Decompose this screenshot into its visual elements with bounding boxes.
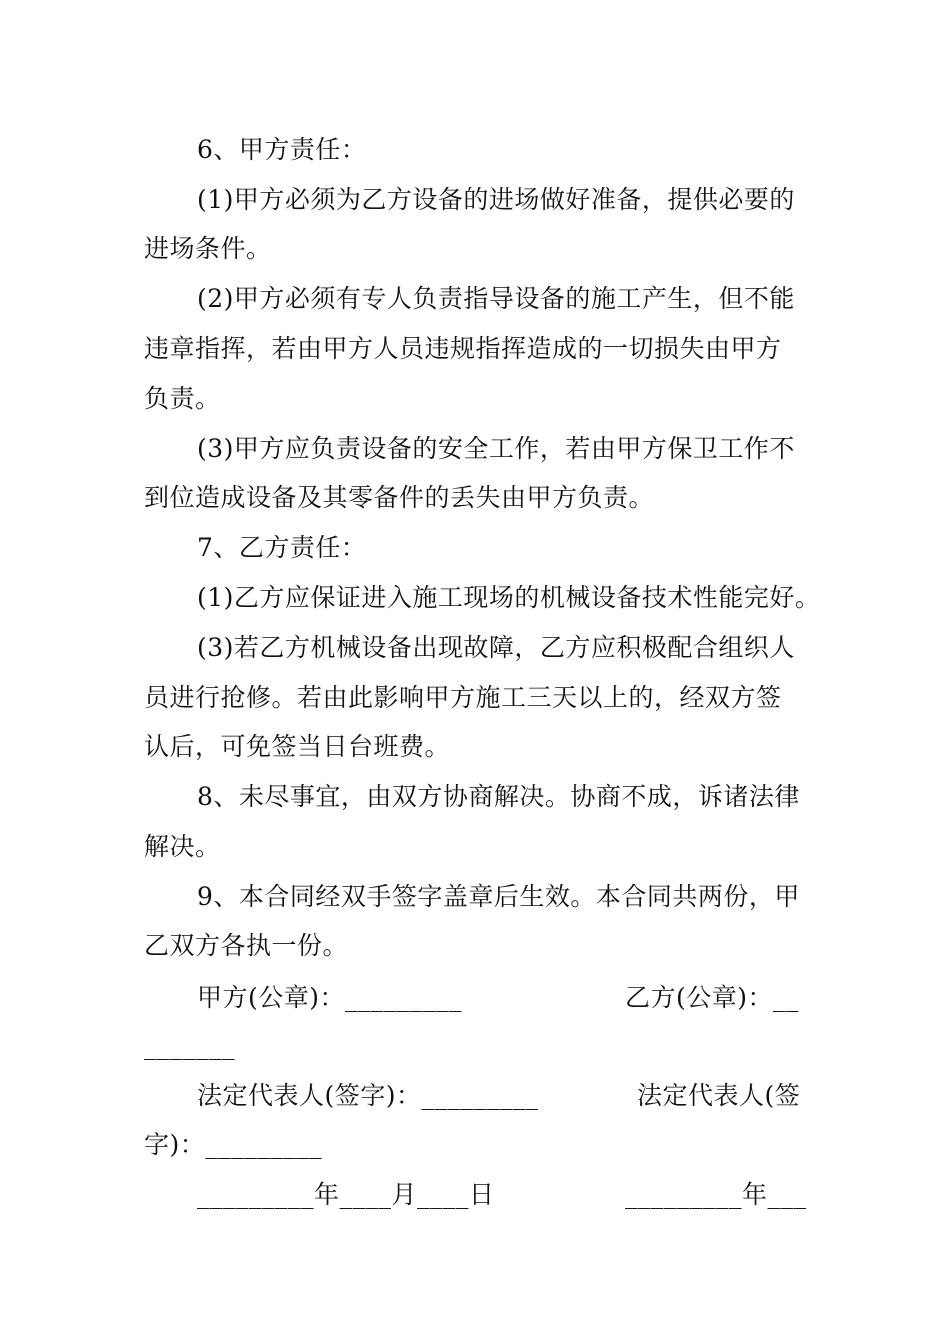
party-a-date: _________年____月____日 <box>197 1180 495 1209</box>
party-b-rep: 法定代表人(签 <box>637 1081 801 1110</box>
party-b-rep-cont: 字)：_________ <box>144 1130 323 1159</box>
clause-8-line-2: 解决。 <box>144 832 221 861</box>
clause-7-item-1: (1)乙方应保证进入施工现场的机械设备技术性能完好。 <box>197 583 821 612</box>
clause-6-item-2-line-3: 负责。 <box>144 384 221 413</box>
party-b-date: _________年___ <box>625 1180 807 1209</box>
clause-6-heading: 6、甲方责任： <box>197 135 367 164</box>
clause-7-item-3-line-2: 员进行抢修。若由此影响甲方施工三天以上的，经双方签 <box>144 683 782 712</box>
clause-7-item-3-line-1: (3)若乙方机械设备出现故障，乙方应积极配合组织人 <box>197 633 795 662</box>
clause-9-line-2: 乙双方各执一份。 <box>144 931 349 960</box>
clause-6-item-3-line-2: 到位造成设备及其零备件的丢失由甲方负责。 <box>144 483 655 512</box>
clause-8-line-1: 8、未尽事宜，由双方协商解决。协商不成，诉诸法律 <box>197 782 800 811</box>
clause-9-line-1: 9、本合同经双手签字盖章后生效。本合同共两份，甲 <box>197 882 800 911</box>
party-b-seal: 乙方(公章)：__ <box>625 983 800 1012</box>
party-a-seal: 甲方(公章)：_________ <box>197 983 463 1012</box>
clause-7-item-3-line-3: 认后，可免签当日台班费。 <box>144 732 451 761</box>
clause-6-item-2-line-1: (2)甲方必须有专人负责指导设备的施工产生，但不能 <box>197 284 795 313</box>
party-b-seal-cont: _______ <box>144 1031 235 1060</box>
clause-6-item-1-line-2: 进场条件。 <box>144 234 272 263</box>
clause-6-item-1-line-1: (1)甲方必须为乙方设备的进场做好准备，提供必要的 <box>197 185 795 214</box>
party-a-rep: 法定代表人(签字)：_________ <box>197 1081 539 1110</box>
clause-6-item-2-line-2: 违章指挥，若由甲方人员违规指挥造成的一切损失由甲方 <box>144 334 782 363</box>
clause-7-heading: 7、乙方责任： <box>197 533 367 562</box>
clause-6-item-3-line-1: (3)甲方应负责设备的安全工作，若由甲方保卫工作不 <box>197 434 795 463</box>
